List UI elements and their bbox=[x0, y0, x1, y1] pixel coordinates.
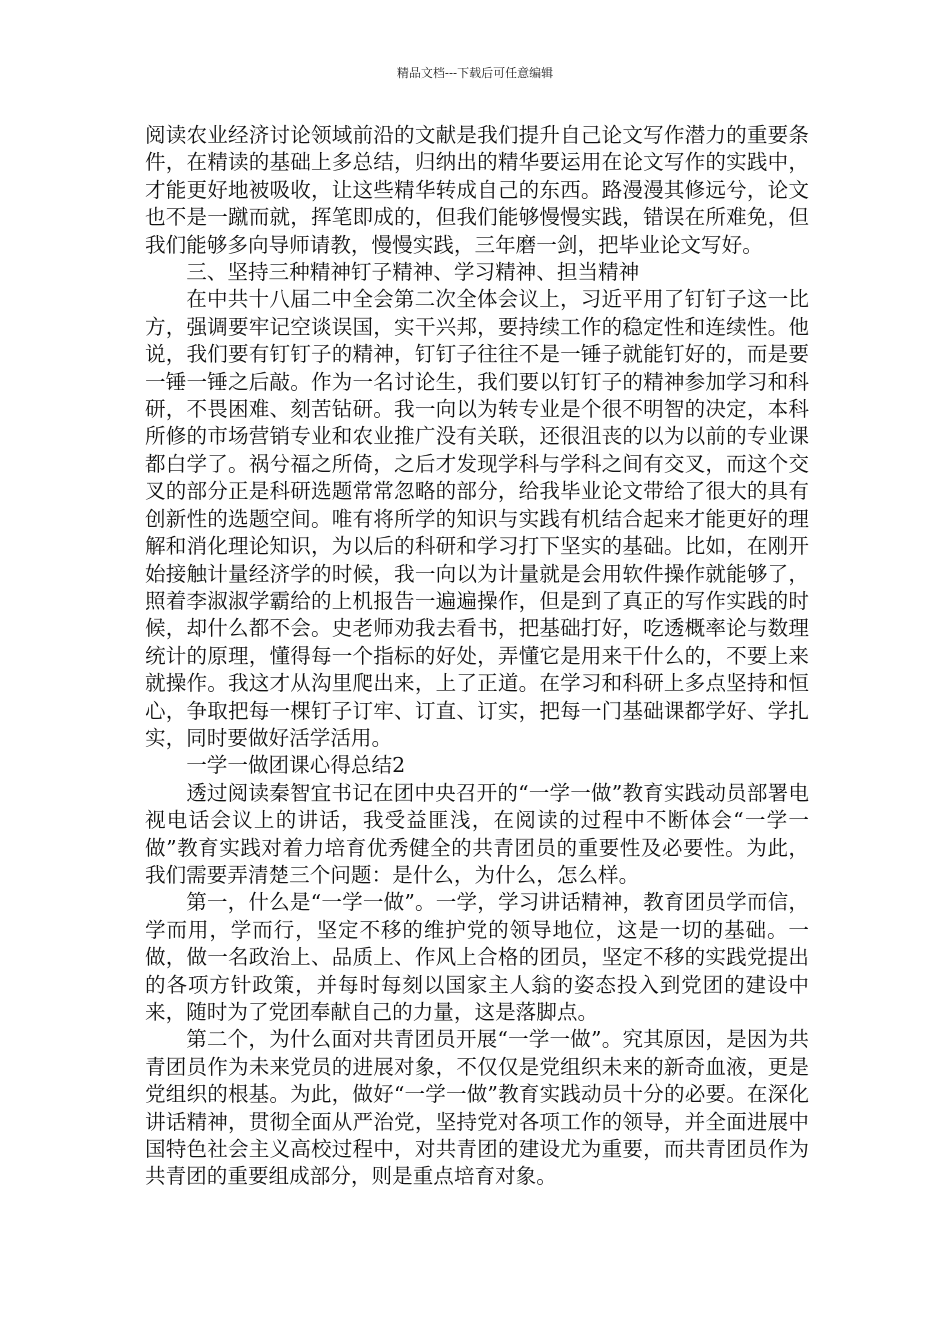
paragraph-intro: 透过阅读秦智宜书记在团中央召开的“一学一做”教育实践动员部署电视电话会议上的讲话，我受益匪浅，在阅读的过程中不断体会“一学一做”教育实践对着力培育优秀健全的共青团员的重要性及必要性。为此，我们需要弄清楚三个问题：是什么，为什么，怎么样。 bbox=[145, 780, 809, 887]
document-body bbox=[145, 122, 809, 1191]
section-heading-three-spirits: 三、坚持三种精神钉子精神、学习精神、担当精神 bbox=[186, 260, 640, 285]
paragraph-what-is: 第一，什么是“一学一做”。一学，学习讲话精神，教育团员学而信，学而用，学而行，坚定不移的维护党的领导地位，这是一切的基础。一做，做一名政治上、品质上、作风上合格的团员，坚定不移的实践党提出的各项方针政策，并每时每刻以国家主人翁的姿态投入到党团的建设中来，随时为了党团奉献自己的力量，这是落脚点。 bbox=[145, 890, 809, 1024]
article-title-summary-2: 一学一做团课心得总结2 bbox=[186, 753, 406, 778]
paragraph-nail-spirit: 在中共十八届二中全会第二次全体会议上，习近平用了钉钉子这一比方，强调要牢记空谈误国，实干兴邦，要持续工作的稳定性和连续性。他说，我们要有钉钉子的精神，钉钉子往往不是一锤子就能钉好的，而是要一锤一锤之后敲。作为一名讨论生，我们要以钉钉子的精神参加学习和科研，不畏困难、刻苦钻研。我一向以为转专业是个很不明智的决定，本科所修的市场营销专业和农业推广没有关联，还很沮丧的以为以前的专业课都白学了。祸兮福之所倚，之后才发现学科与学科之间有交叉，而这个交叉的部分正是科研选题常常忽略的部分，给我毕业论文带给了很大的具有创新性的选题空间。唯有将所学的知识与实践有机结合起来才能更好的理解和消化理论知识，为以后的科研和学习打下坚实的基础。比如，在刚开始接触计量经济学的时候，我一向以为计量就是会用软件操作就能够了，照着李淑淑学霸给的上机报告一遍遍操作，但是到了真正的写作实践的时候，却什么都不会。史老师劝我去看书，把基础打好，吃透概率论与数理统计的原理，懂得每一个指标的好处，弄懂它是用来干什么的，不要上来就操作。我这才从沟里爬出来，上了正道。在学习和科研上多点坚持和恒心，争取把每一棵钉子订牢、订直、订实，把每一门基础课都学好、学扎实，同时要做好活学活用。 bbox=[145, 287, 809, 750]
paragraph-why: 第二个，为什么面对共青团员开展“一学一做”。究其原因，是因为共青团员作为未来党员的进展对象，不仅仅是党组织未来的新奇血液，更是党组织的根基。为此，做好“一学一做”教育实践动员十分的必要。在深化讲话精神，贯彻全面从严治党，坚持党对各项工作的领导，并全面进展中国特色社会主义高校过程中，对共青团的建设尤为重要，而共青团员作为共青团的重要组成部分，则是重点培育对象。 bbox=[145, 1027, 809, 1189]
page-header: 精品文档---下载后可任意编辑 bbox=[396, 66, 554, 80]
paragraph-thesis-writing: 阅读农业经济讨论领域前沿的文献是我们提升自己论文写作潜力的重要条件，在精读的基础上多总结，归纳出的精华要运用在论文写作的实践中，才能更好地被吸收，让这些精华转成自己的东西。路漫漫其修远兮，论文也不是一蹴而就，挥笔即成的，但我们能够慢慢实践，错误在所难免，但我们能够多向导师请教，慢慢实践，三年磨一剑，把毕业论文写好。 bbox=[145, 123, 809, 257]
